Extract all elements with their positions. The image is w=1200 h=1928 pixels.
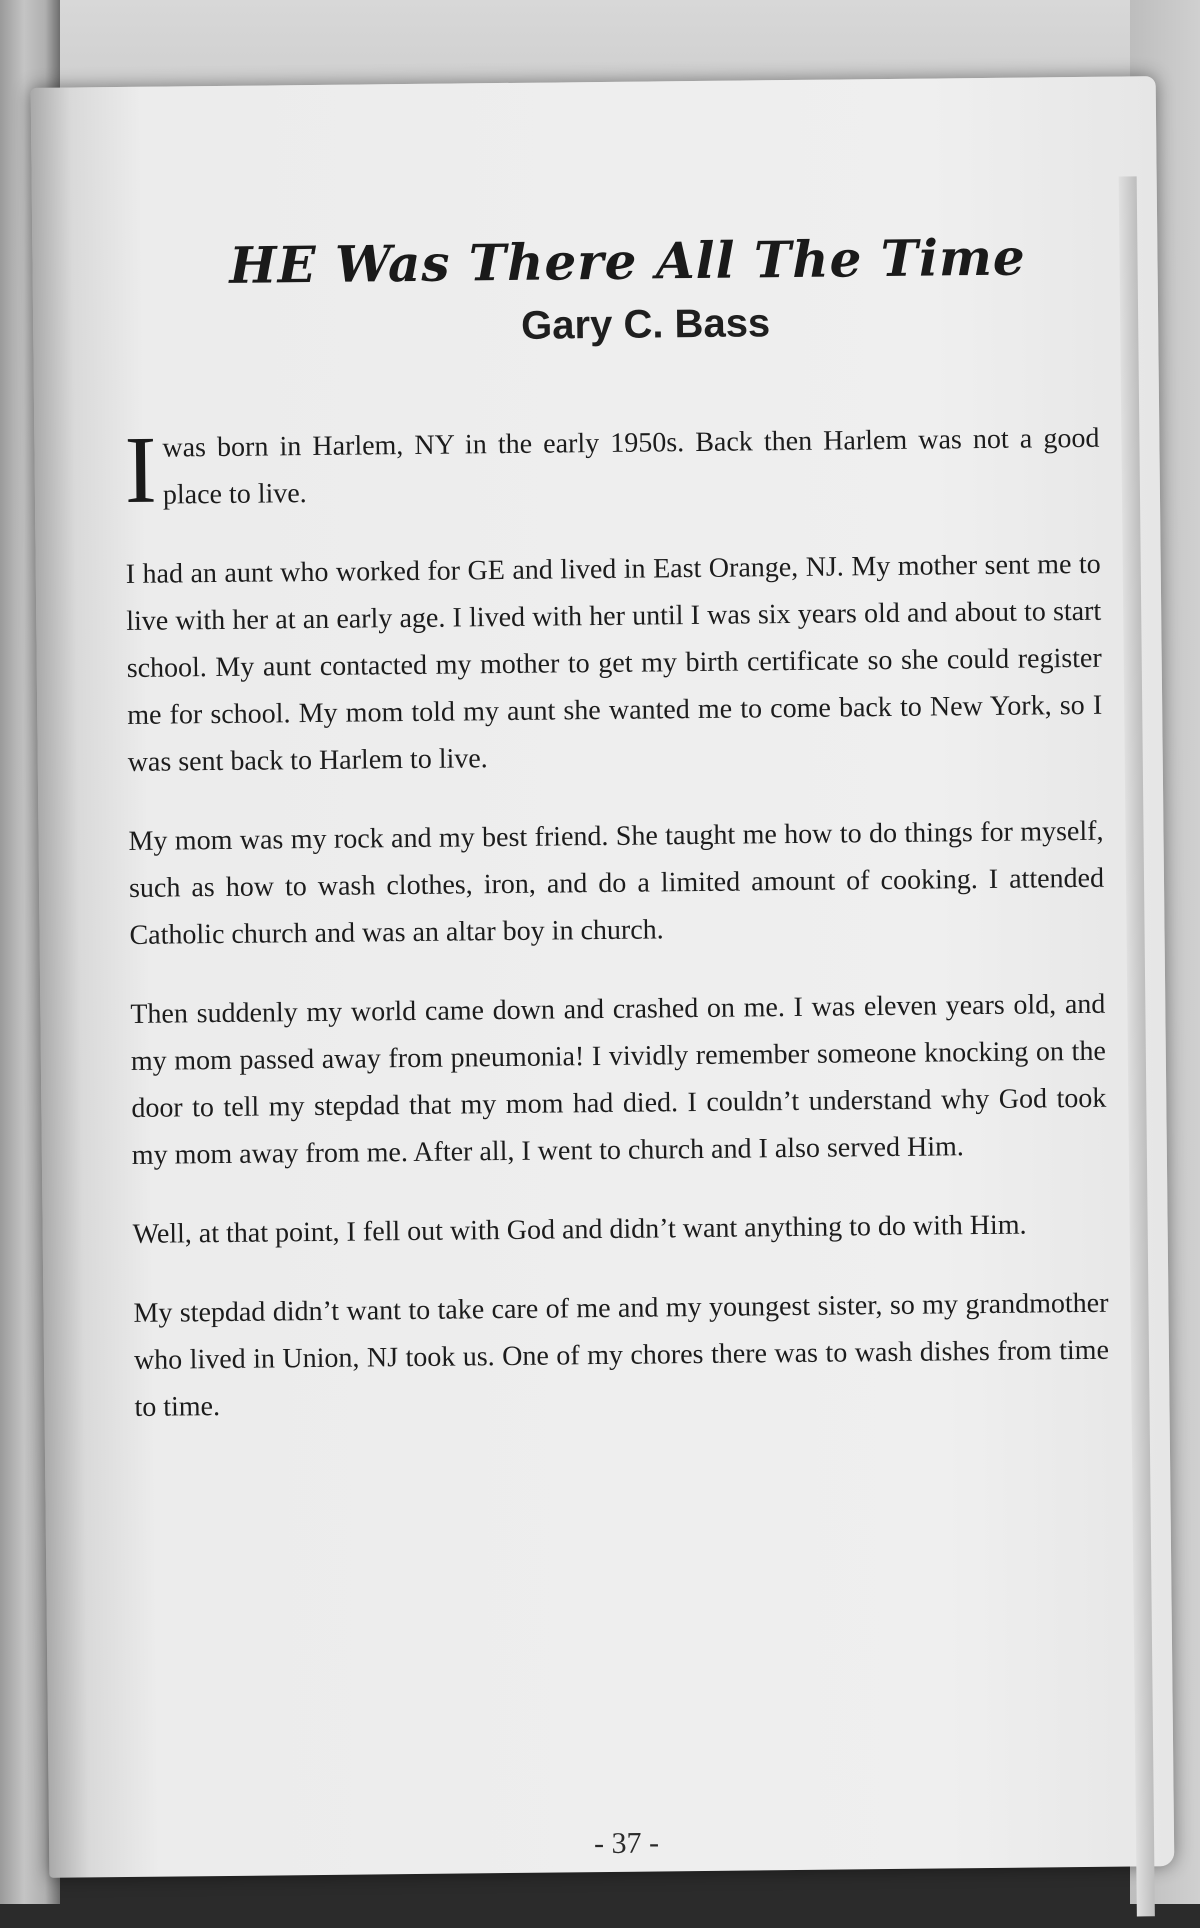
paragraph: I had an aunt who worked for GE and lived in East Orange, NJ. My mother sent me to live with her at an early age. I lived with her until I was six years old and about to start school. My aunt contacted my mother to get my birth certificate so she could register me for school. My mom told my aunt she wanted me to come back to New York, so I was sent back to Harlem to live. bbox=[125, 548, 1103, 778]
page-number: - 37 - bbox=[593, 1826, 660, 1861]
paragraph: My mom was my rock and my best friend. She taught me how to do things for myself, such as how to wash clothes, iron, and do a limited amount of cooking. I attended Catholic church and was an altar boy in church. bbox=[128, 815, 1105, 951]
chapter-author: Gary C. Bass bbox=[520, 301, 771, 348]
chapter-title: HE Was There All The Time bbox=[229, 227, 1026, 295]
page-stack-edge bbox=[1119, 176, 1155, 1916]
page-content bbox=[122, 227, 1113, 1861]
paragraph: Well, at that point, I fell out with God and didn’t want anything to do with Him. bbox=[132, 1209, 1027, 1250]
paragraph: Then suddenly my world came down and crashed on me. I was eleven years old, and my mom passed away from pneumonia! I vividly remember someone knocking on the door to tell my stepdad that my mom had died. I couldn’t understand why God took my mom away from me. After all, I went to church and I also served Him. bbox=[130, 988, 1107, 1171]
paragraph: My stepdad didn’t want to take care of me and my youngest sister, so my grandmother who lived in Union, NJ took us. One of my chores there was to wash dishes from time to time. bbox=[133, 1287, 1110, 1423]
book-page bbox=[31, 76, 1175, 1878]
paragraph: Iwas born in Harlem, NY in the early 1950s. Back then Harlem was not a good place to live. bbox=[124, 415, 1100, 523]
body-text bbox=[124, 415, 1109, 1431]
